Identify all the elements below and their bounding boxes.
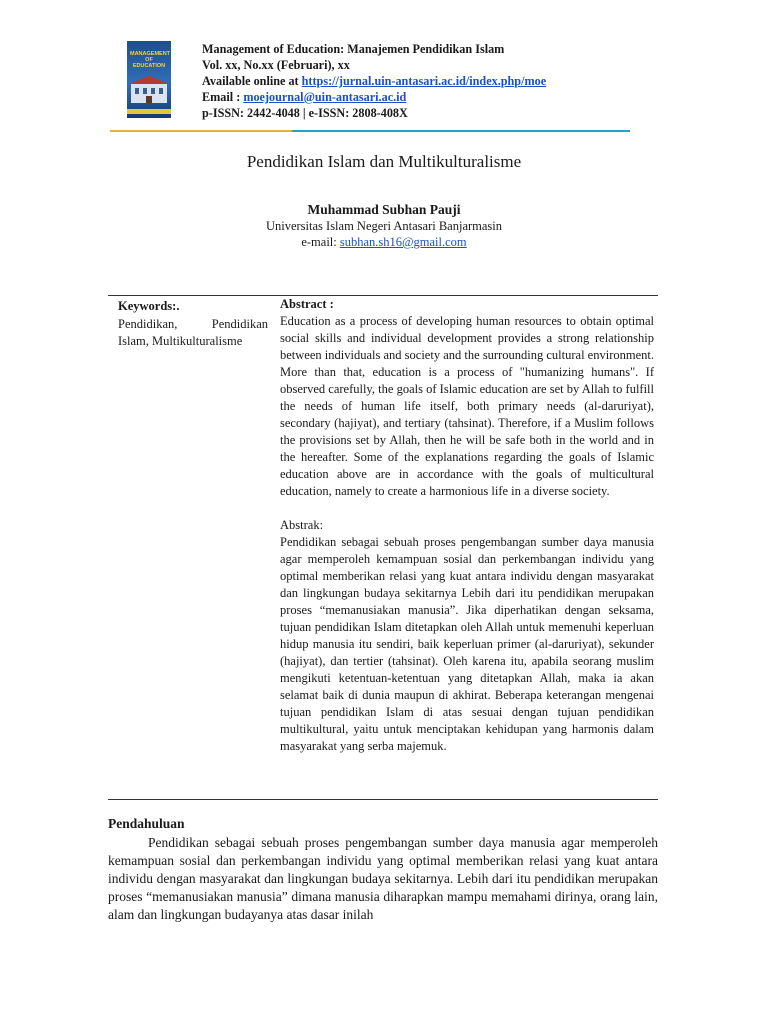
email-line [202,89,546,105]
author-email-line [0,235,768,250]
abstract-label: Abstract : [280,297,334,311]
article-title: Pendidikan Islam dan Multikulturalisme [246,152,522,171]
abstrak-label: Abstrak: [280,518,324,532]
author-name: Muhammad Subhan Pauji [307,202,461,217]
keywords-label: Keywords:. [118,299,180,313]
building-illustration [129,75,169,105]
journal-info [202,41,546,121]
header-divider [110,130,630,132]
cover-title: MANAGEMENT OF EDUCATION [130,51,171,69]
abstract-english: Education as a process of developing human resources to obtain optimal social skills and individual development provides a strong relationship between individuals and society and the surrounding cultural environment. More than that, education is a process of "humanizing humans". If observed carefully, the goals of Islamic education are set by Allah to fulfill the needs of human life itself, both primary needs (al-daruriyat), secondary (hajiyat), and tertiary (tahsinat). Therefore, if a Muslim follows the provisions set by Allah, then he will be safe both in the world and in the hereafter. Some of the explanations regarding the goals of Islamic education above are in accordance with the goals of multicultural education, namely to create a harmonious life in a diverse society. [280,314,654,498]
abstract-bottom-rule [108,799,658,800]
journal-email-link[interactable]: moejournal@uin-antasari.ac.id [243,90,407,104]
journal-name: Management of Education: Manajemen Pendidikan Islam [202,42,505,56]
section-paragraph: Pendidikan sebagai sebuah proses pengembangan sumber daya manusia agar memperoleh kemampuan sosial dan perkembangan individu yang optimal memberikan relasi yang kuat antara individu dengan masyarakat dan lingkungan budaya sekitarnya. Lebih dari itu pendidikan merupakan proses “memanusiakan manusia” dimana manusia diharapkan mampu memahami dirinya, orang lain, alam dan lingkungan budayanya atas dasar inilah [108,835,658,922]
keywords-block [118,298,268,350]
keywords-text: Pendidikan, Pendidikan Islam, Multikulturalisme [118,317,268,348]
section-heading: Pendahuluan [108,816,185,831]
journal-cover-image [127,41,171,118]
email-label: Email : [202,90,241,104]
author-affiliation: Universitas Islam Negeri Antasari Banjarmasin [265,219,503,233]
abstract-indonesian: Pendidikan sebagai sebuah proses pengembangan sumber daya manusia agar memperoleh kemampuan sosial dan perkembangan individu yang optimal memberikan relasi yang kuat antara individu dengan masyarakat dan lingkungan budaya sekitarnya Lebih dari itu pendidikan merupakan proses “memanusiakan manusia”. Jika diperhatikan dengan seksama, tujuan pendidikan Islam ditetapkan oleh Allah untuk memenuhi keperluan hidup manusia itu sendiri, baik keperluan primer (al-daruriyat), sekunder (hajiyat), dan tertier (tahsinat). Oleh karena itu, apabila seorang muslim mengikuti ketentuan-ketentuan yang ditetapkan Allah, maka ia akan selamat baik di dunia maupun di akhirat. Beberapa keterangan mengenai tujuan pendidikan Islam di atas sesuai dengan tujuan pendidikan multikultural, yaitu untuk menciptakan kehidupan yang harmonis dalam masyarakat yang serba majemuk. [280,535,654,753]
cover-strip [127,109,171,114]
section-body [108,834,658,924]
author-email-link[interactable]: subhan.sh16@gmail.com [339,235,467,249]
journal-volume: Vol. xx, No.xx (Februari), xx [202,58,350,72]
abstract-block [280,296,654,755]
issn: p-ISSN: 2442-4048 | e-ISSN: 2808-408X [202,106,408,120]
online-line [202,73,546,89]
author-email-label: e-mail: [301,235,337,249]
journal-url-link[interactable]: https://jurnal.uin-antasari.ac.id/index.php/moe [301,74,547,88]
online-label: Available online at [202,74,299,88]
journal-header [127,40,647,130]
